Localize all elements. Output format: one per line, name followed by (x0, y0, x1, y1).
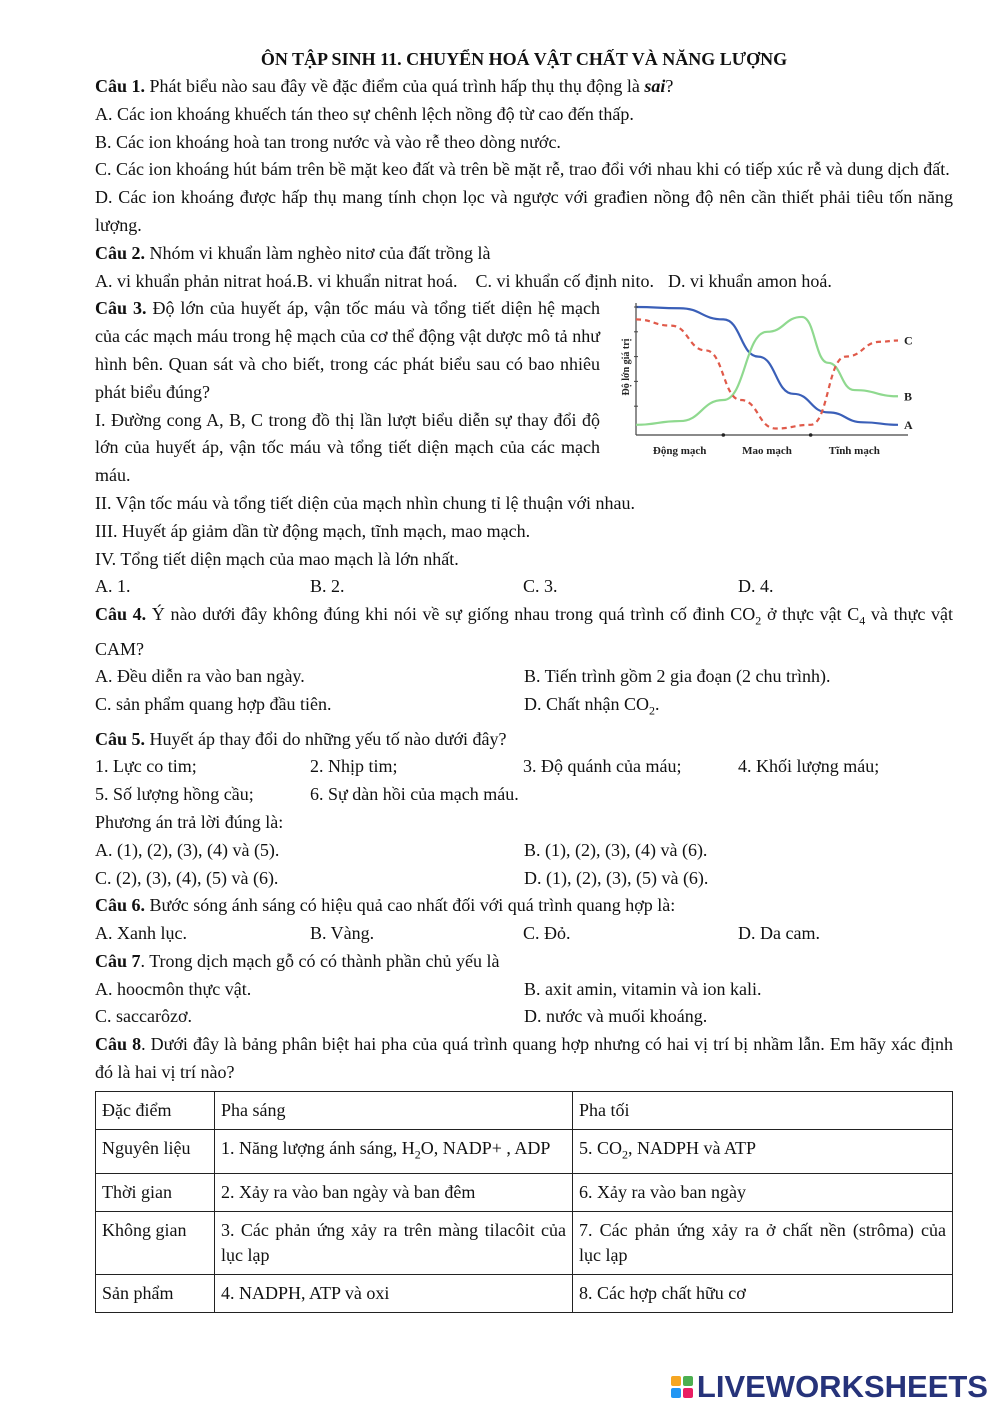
question-stem-part: ở thực vật C (761, 604, 860, 625)
table-header-row (96, 1091, 953, 1129)
statement-2: II. Vận tốc máu và tổng tiết diện của mạch nhìn chung tỉ lệ thuận với nhau. (95, 492, 636, 513)
q7-options-row-2 (95, 1003, 953, 1031)
factor-5: 5. Số lượng hồng cầu; (95, 784, 254, 805)
logo-square (683, 1388, 693, 1398)
q5-factors-row-1 (95, 753, 953, 781)
factor-3: 3. Độ quánh của máu; (523, 756, 682, 777)
table-cell-position-7[interactable]: 7. Các phản ứng xảy ra ở chất nền (strôma) của lục lạp (573, 1212, 953, 1275)
statement-3: III. Huyết áp giảm dần từ động mạch, tĩnh mạch, mao mạch. (95, 520, 531, 541)
option-d[interactable] (524, 691, 660, 725)
table-cell-position-2[interactable]: 2. Xảy ra vào ban ngày và ban đêm (215, 1174, 573, 1212)
factor-2: 2. Nhịp tim; (310, 756, 398, 777)
question-label: Câu 6. (95, 895, 146, 916)
option-c[interactable]: C. vi khuẩn cố định nito. (475, 270, 654, 291)
option-a[interactable]: A. Đều diễn ra vào ban ngày. (95, 666, 305, 687)
blood-pressure-chart (616, 295, 916, 475)
table-cell-position-1[interactable] (215, 1129, 573, 1174)
table-header-cell: Pha tối (573, 1091, 953, 1129)
question-3 (95, 295, 953, 490)
option-c[interactable]: C. sản phẩm quang hợp đầu tiên. (95, 694, 332, 715)
option-b[interactable]: B. Tiến trình gồm 2 gia đoạn (2 chu trình). (524, 666, 831, 687)
table-row (96, 1212, 953, 1275)
subscript: 2 (414, 1147, 421, 1162)
option-d[interactable]: D. (1), (2), (3), (5) và (6). (524, 867, 709, 888)
worksheet-page (95, 45, 953, 1313)
factor-1: 1. Lực co tim; (95, 756, 197, 777)
option-b[interactable]: B. (1), (2), (3), (4) và (6). (524, 839, 708, 860)
series-label-A: A (904, 418, 913, 433)
emphasis-word: sai (644, 76, 666, 96)
option-d[interactable]: D. nước và muối khoáng. (524, 1006, 708, 1027)
option-a[interactable]: A. Các ion khoáng khuếch tán theo sự chênh lệch nồng độ từ cao đến thấp. (95, 103, 634, 124)
option-b[interactable]: B. vi khuẩn nitrat hoá. (296, 270, 458, 291)
question-stem-end: ? (665, 76, 674, 96)
table-cell-key: Sản phẩm (96, 1275, 215, 1313)
statement-4: IV. Tổng tiết diện mạch của mao mạch là lớn nhất. (95, 548, 459, 569)
option-d[interactable]: D. 4. (738, 576, 774, 597)
option-d-text: D. Chất nhận CO (524, 694, 649, 715)
question-stem-part: và thực vật CAM? (95, 604, 953, 659)
question-stem: Nhóm vi khuẩn làm nghèo nitơ của đất trồng là (145, 242, 491, 263)
option-b[interactable]: B. 2. (310, 576, 345, 597)
page-title: ÔN TẬP SINH 11. CHUYỂN HOÁ VẬT CHẤT VÀ NĂNG LƯỢNG (260, 49, 788, 69)
table-cell-position-5[interactable] (573, 1129, 953, 1174)
table-row (96, 1275, 953, 1313)
logo-square (683, 1376, 693, 1386)
series-line-C (636, 320, 898, 429)
cell-text: , NADPH và ATP (628, 1137, 757, 1158)
question-stem: Độ lớn của huyết áp, vận tốc máu và tổng tiết diện hệ mạch của các mạch máu trong hệ mạch của cơ thể động vật dược mô tả như hình bên. Quan sát và cho biết, trong các phát biểu sau có bao nhiêu phát biểu đúng? (95, 298, 600, 402)
question-label: Câu 3. (95, 298, 147, 319)
question-label: Câu 1. (95, 76, 146, 96)
option-a[interactable]: A. Xanh lục. (95, 923, 187, 944)
subscript: 4 (859, 613, 866, 628)
option-c[interactable]: C. 3. (523, 576, 558, 597)
question-5 (95, 726, 953, 754)
table-cell-key: Nguyên liệu (96, 1129, 215, 1174)
question-1 (95, 73, 953, 101)
q5-options-row-2 (95, 865, 953, 893)
y-axis-label: Độ lớn giá trị (621, 338, 632, 396)
option-b[interactable]: B. Các ion khoáng hoà tan trong nước và vào rễ theo dòng nước. (95, 131, 561, 152)
option-c[interactable]: C. Các ion khoáng hút bám trên bề mặt keo đất và trên bề mặt rễ, trao đổi với nhau khi có tiếp xúc rễ và dung dịch đất. (95, 159, 950, 180)
question-label: Câu 7 (95, 950, 141, 971)
question-stem: Ý nào dưới đây không đúng khi nói về sự giống nhau trong quá trình cố đinh CO (146, 604, 756, 625)
option-c[interactable]: C. Đỏ. (523, 923, 571, 944)
question-stem: Bước sóng ánh sáng có hiệu quả cao nhất đối với quá trình quang hợp là: (145, 895, 676, 916)
option-a[interactable]: A. (1), (2), (3), (4) và (5). (95, 839, 280, 860)
table-header-cell: Pha sáng (215, 1091, 573, 1129)
option-a[interactable]: A. vi khuẩn phản nitrat hoá. (95, 270, 297, 291)
option-d-end: . (655, 694, 660, 715)
question-6 (95, 892, 953, 920)
question-label: Câu 8 (95, 1034, 142, 1055)
question-4 (95, 601, 953, 663)
logo-mark-icon (671, 1376, 693, 1398)
series-line-B (636, 317, 898, 425)
table-header-cell: Đặc điểm (96, 1091, 215, 1129)
answer-prompt: Phương án trả lời đúng là: (95, 811, 284, 832)
table-cell-key: Không gian (96, 1212, 215, 1275)
question-2 (95, 240, 953, 268)
option-d[interactable]: D. Các ion khoáng được hấp thụ mang tính chọn lọc và ngược với građien nồng độ nên cần thiết phải tiêu tốn năng lượng. (95, 187, 953, 235)
x-tick-label: Tĩnh mạch (828, 445, 880, 458)
question-label: Câu 4. (95, 604, 147, 625)
series-label-B: B (904, 389, 913, 404)
x-tick-label: Động mạch (652, 445, 707, 458)
logo-square (671, 1388, 681, 1398)
photosynthesis-table (95, 1091, 953, 1314)
q3-options (95, 573, 953, 601)
logo-text: LIVEWORKSHEETS (696, 1369, 988, 1404)
subscript: 2 (755, 613, 762, 628)
liveworksheets-logo[interactable] (671, 1369, 988, 1405)
table-cell-position-8[interactable]: 8. Các hợp chất hữu cơ (573, 1275, 953, 1313)
option-b[interactable]: B. Vàng. (310, 923, 375, 944)
option-c[interactable]: C. (2), (3), (4), (5) và (6). (95, 867, 279, 888)
q2-options (95, 268, 953, 296)
option-a[interactable]: A. hoocmôn thực vật. (95, 978, 252, 999)
question-3-text (95, 295, 600, 406)
option-d[interactable]: D. vi khuẩn amon hoá. (667, 270, 832, 291)
factor-6: 6. Sự dàn hồi của mạch máu. (310, 784, 519, 805)
statement-1: I. Đường cong A, B, C trong đồ thị lần lượt biểu diễn sự thay đổi độ lớn của huyết áp, vận tốc máu và tổng tiết diện mạch của các mạch máu. (95, 409, 600, 486)
question-label: Câu 2. (95, 242, 146, 263)
x-tick-mark (722, 434, 726, 438)
question-stem: Phát biểu nào sau đây về đặc điểm của quá trình hấp thụ thụ động là (145, 76, 645, 96)
cell-text: 1. Năng lượng ánh sáng, H (221, 1137, 415, 1158)
question-7 (95, 948, 953, 976)
q5-factors-row-2 (95, 781, 953, 809)
question-stem: . Trong dịch mạch gỗ có có thành phần chủ yếu là (140, 950, 500, 971)
q4-options-row-2 (95, 691, 953, 725)
table-cell-position-4[interactable]: 4. NADPH, ATP và oxi (215, 1275, 573, 1313)
option-c[interactable]: C. saccarôzơ. (95, 1006, 192, 1027)
q5-options-row-1 (95, 837, 953, 865)
question-stem: Huyết áp thay đổi do những yếu tố nào dưới đây? (145, 728, 507, 749)
table-cell-key: Thời gian (96, 1174, 215, 1212)
x-tick-mark (809, 434, 813, 438)
option-a[interactable]: A. 1. (95, 576, 131, 597)
subscript: 2 (649, 703, 655, 718)
table-cell-position-6[interactable]: 6. Xảy ra vào ban ngày (573, 1174, 953, 1212)
q7-options-row-1 (95, 976, 953, 1004)
q4-options-row-1 (95, 663, 953, 691)
table-row (96, 1129, 953, 1174)
option-d[interactable]: D. Da cam. (738, 923, 820, 944)
factor-4: 4. Khối lượng máu; (738, 756, 880, 777)
table-cell-position-3[interactable]: 3. Các phản ứng xảy ra trên màng tilacôit của lục lạp (215, 1212, 573, 1275)
table-row (96, 1174, 953, 1212)
question-stem: . Dưới đây là bảng phân biệt hai pha của quá trình quang hợp nhưng có hai vị trí bị nhầm lẫn. Em hãy xác định đó là hai vị trí nào? (95, 1034, 953, 1083)
option-b[interactable]: B. axit amin, vitamin và ion kali. (524, 978, 762, 999)
question-label: Câu 5. (95, 728, 146, 749)
question-8 (95, 1031, 953, 1087)
q6-options (95, 920, 953, 948)
series-label-C: C (904, 333, 913, 348)
cell-text: 5. CO (579, 1137, 623, 1158)
cell-text: O, NADP+ , ADP (420, 1137, 551, 1158)
series-line-A (636, 307, 898, 425)
x-tick-label: Mao mạch (742, 445, 792, 458)
subscript: 2 (622, 1147, 629, 1162)
logo-square (671, 1376, 681, 1386)
chart-series-group (636, 307, 913, 432)
